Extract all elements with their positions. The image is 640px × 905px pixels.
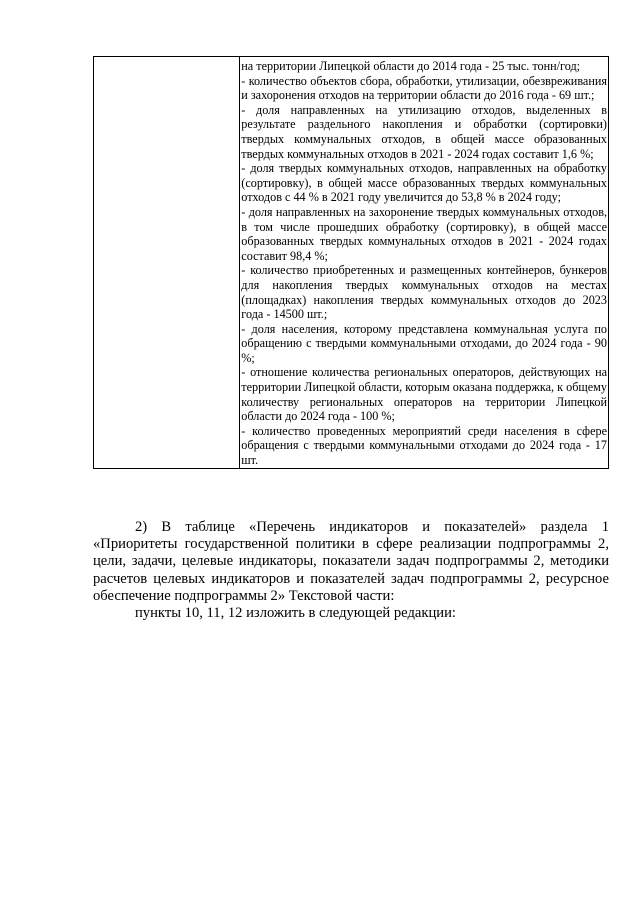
amendment-paragraph: 2) В таблице «Перечень индикаторов и показателей» раздела 1 «Приоритеты государственной политики в сфере реализации подпрограммы 2, цели, задачи, целевые индикаторы, показатели задач подпрограммы 2, методики расчетов целевых индикаторов и показателей задач подпрограммы 2, ресурсное обеспечение подпрограммы 2» Текстовой части: xyxy=(93,519,609,604)
indicators-table xyxy=(93,56,609,469)
indicator-list xyxy=(240,57,608,468)
table-cell-left xyxy=(94,57,240,469)
table-cell-left-text xyxy=(94,57,239,59)
list-item: - количество приобретенных и размещенных контейнеров, бункеров для накопления твердых коммунальных отходов на местах (площадках) накопления твердых коммунальных отходов до 2023 года - 14500 шт.; xyxy=(241,263,607,322)
list-item: - количество объектов сбора, обработки, утилизации, обезвреживания и захоронения отходов на территории области до 2016 года - 69 шт.; xyxy=(241,73,607,103)
table-cell-right xyxy=(240,57,609,469)
list-item: - доля твердых коммунальных отходов, направленных на обработку (сортировку), в общей массе образованных твердых коммунальных отходов с 44 % в 2021 году увеличится до 53,8 % в 2024 году; xyxy=(241,161,607,205)
list-item: - доля направленных на захоронение твердых коммунальных отходов, в том числе прошедших обработку (сортировку), в общей массе образованных твердых коммунальных отходов в 2021 - 2024 годах составит 98,4 %; xyxy=(241,204,607,263)
body-text xyxy=(93,519,609,622)
list-item: - доля населения, которому представлена коммунальная услуга по обращению с твердыми коммунальными отходами, до 2024 года - 90 %; xyxy=(241,321,607,365)
instruction-paragraph: пункты 10, 11, 12 изложить в следующей редакции: xyxy=(135,605,456,622)
list-item: - отношение количества региональных операторов, действующих на территории Липецкой области, которым оказана поддержка, к общему количеству региональных операторов на территории Липецкой области до 2024 года - 100 %; xyxy=(241,365,607,424)
list-item: на территории Липецкой области до 2014 года - 25 тыс. тонн/год; xyxy=(241,59,581,73)
list-item: - доля направленных на утилизацию отходов, выделенных в результате раздельного накопления и обработки (сортировки) твердых коммунальных отходов, в общей массе образованных твердых коммунальных отходов в 2021 - 2024 годах составит 1,6 %; xyxy=(241,102,607,161)
table-row xyxy=(94,57,609,469)
list-item: - количество проведенных мероприятий среди населения в сфере обращения с твердыми коммунальными отходами до 2024 года - 17 шт. xyxy=(241,423,607,468)
